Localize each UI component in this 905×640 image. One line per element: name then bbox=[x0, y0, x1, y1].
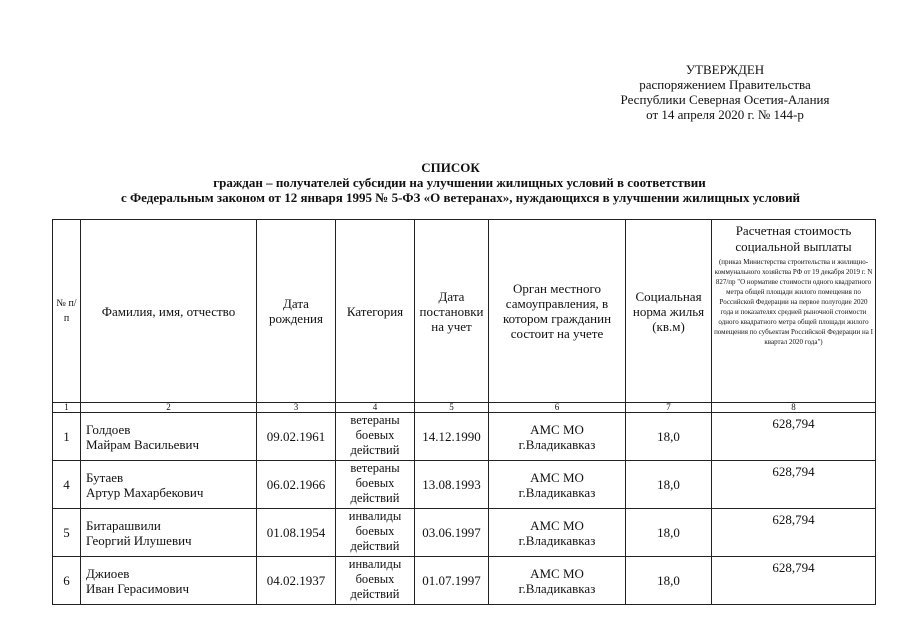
cell-no: 5 bbox=[53, 509, 81, 557]
header-reg-date: Дата постановки на учет bbox=[415, 220, 489, 403]
cell-reg-date: 01.07.1997 bbox=[415, 557, 489, 605]
cell-org-line-2: г.Владикавказ bbox=[518, 532, 596, 548]
cell-category: инвалиды боевых действий bbox=[336, 557, 415, 605]
column-number: 3 bbox=[257, 403, 336, 413]
cell-no: 4 bbox=[53, 461, 81, 509]
cell-org-line-1: АМС МО bbox=[530, 469, 584, 485]
cell-norm: 18,0 bbox=[626, 509, 712, 557]
cell-reg-date: 03.06.1997 bbox=[415, 509, 489, 557]
cell-org-line-2: г.Владикавказ bbox=[518, 436, 596, 452]
cell-birth: 01.08.1954 bbox=[257, 509, 336, 557]
cell-norm: 18,0 bbox=[626, 413, 712, 461]
cell-name bbox=[81, 557, 257, 605]
column-number: 4 bbox=[336, 403, 415, 413]
cell-category: инвалиды боевых действий bbox=[336, 509, 415, 557]
header-org: Орган местного самоуправления, в котором гражданин состоит на учете bbox=[489, 220, 626, 403]
cell-org bbox=[489, 461, 626, 509]
cell-surname: Джиоев bbox=[86, 565, 130, 581]
header-cost bbox=[712, 220, 876, 403]
column-number: 7 bbox=[626, 403, 712, 413]
cell-org-line-2: г.Владикавказ bbox=[518, 484, 596, 500]
title-line-2: граждан – получателей субсидии на улучшении жилищных условий в соответствии bbox=[213, 175, 706, 190]
header-birth: Дата рождения bbox=[257, 220, 336, 403]
cell-birth: 04.02.1937 bbox=[257, 557, 336, 605]
approval-line-4: от 14 апреля 2020 г. № 144-р bbox=[646, 107, 804, 122]
cell-org-line-1: АМС МО bbox=[530, 517, 584, 533]
header-norm: Социальная норма жилья (кв.м) bbox=[626, 220, 712, 403]
cell-org bbox=[489, 509, 626, 557]
cell-org bbox=[489, 557, 626, 605]
cell-cost: 628,794 bbox=[712, 413, 876, 461]
column-number: 5 bbox=[415, 403, 489, 413]
title-line-3: с Федеральным законом от 12 января 1995 № 5-ФЗ «О ветеранах», нуждающихся в улучшении жилищных условий bbox=[120, 190, 801, 205]
cell-cost: 628,794 bbox=[712, 509, 876, 557]
header-no: № п/п bbox=[53, 220, 81, 403]
cell-org-line-1: АМС МО bbox=[530, 421, 584, 437]
header-name: Фамилия, имя, отчество bbox=[81, 220, 257, 403]
cell-reg-date: 13.08.1993 bbox=[415, 461, 489, 509]
table-row bbox=[53, 413, 876, 461]
cell-name bbox=[81, 509, 257, 557]
table-row bbox=[53, 461, 876, 509]
cell-name bbox=[81, 413, 257, 461]
column-number: 2 bbox=[81, 403, 257, 413]
column-number: 6 bbox=[489, 403, 626, 413]
cell-name bbox=[81, 461, 257, 509]
cell-given-name: Майрам Васильевич bbox=[86, 436, 200, 452]
cell-cost: 628,794 bbox=[712, 557, 876, 605]
column-number: 8 bbox=[712, 403, 876, 413]
approval-line-3: Республики Северная Осетия-Алания bbox=[620, 92, 830, 107]
cell-cost: 628,794 bbox=[712, 461, 876, 509]
cell-no: 1 bbox=[53, 413, 81, 461]
table-header-row bbox=[53, 220, 876, 403]
cell-org bbox=[489, 413, 626, 461]
cell-birth: 09.02.1961 bbox=[257, 413, 336, 461]
cell-birth: 06.02.1966 bbox=[257, 461, 336, 509]
cell-category: ветераны боевых действий bbox=[336, 413, 415, 461]
approval-line-1: УТВЕРЖДЕН bbox=[685, 62, 765, 77]
cell-norm: 18,0 bbox=[626, 557, 712, 605]
table-row bbox=[53, 509, 876, 557]
cell-surname: Голдоев bbox=[86, 421, 131, 437]
cell-no: 6 bbox=[53, 557, 81, 605]
approval-line-2: распоряжением Правительства bbox=[639, 77, 811, 92]
column-number: 1 bbox=[53, 403, 81, 413]
table-row bbox=[53, 557, 876, 605]
cell-reg-date: 14.12.1990 bbox=[415, 413, 489, 461]
title-line-1: СПИСОК bbox=[421, 160, 480, 175]
header-cost-main: Расчетная стоимость социальной выплаты bbox=[735, 223, 852, 254]
cell-org-line-1: АМС МО bbox=[530, 565, 584, 581]
document-title bbox=[0, 160, 905, 205]
header-cost-note: (приказ Министерства строительства и жилищно-коммунального хозяйства РФ от 19 декабря 2019 г. N 827/пр "О нормативе стоимости одного квадратного метра общей площади жилого помещения по Российской Федерации на первое полугодие 2020 года и показателях средней рыночной стоимости одного квадратного метра общей площади жилого помещения по субъектам Российской Федерации на I квартал 2020 года") bbox=[714, 258, 873, 346]
recipients-table bbox=[52, 219, 876, 605]
cell-given-name: Иван Герасимович bbox=[86, 580, 189, 596]
cell-surname: Битарашвили bbox=[86, 517, 161, 533]
approval-stamp bbox=[600, 62, 850, 122]
cell-surname: Бутаев bbox=[86, 469, 124, 485]
cell-norm: 18,0 bbox=[626, 461, 712, 509]
cell-org-line-2: г.Владикавказ bbox=[518, 580, 596, 596]
header-category: Категория bbox=[336, 220, 415, 403]
column-number-row bbox=[53, 403, 876, 413]
cell-given-name: Артур Махарбекович bbox=[86, 484, 204, 500]
cell-category: ветераны боевых действий bbox=[336, 461, 415, 509]
cell-given-name: Георгий Илушевич bbox=[86, 532, 192, 548]
